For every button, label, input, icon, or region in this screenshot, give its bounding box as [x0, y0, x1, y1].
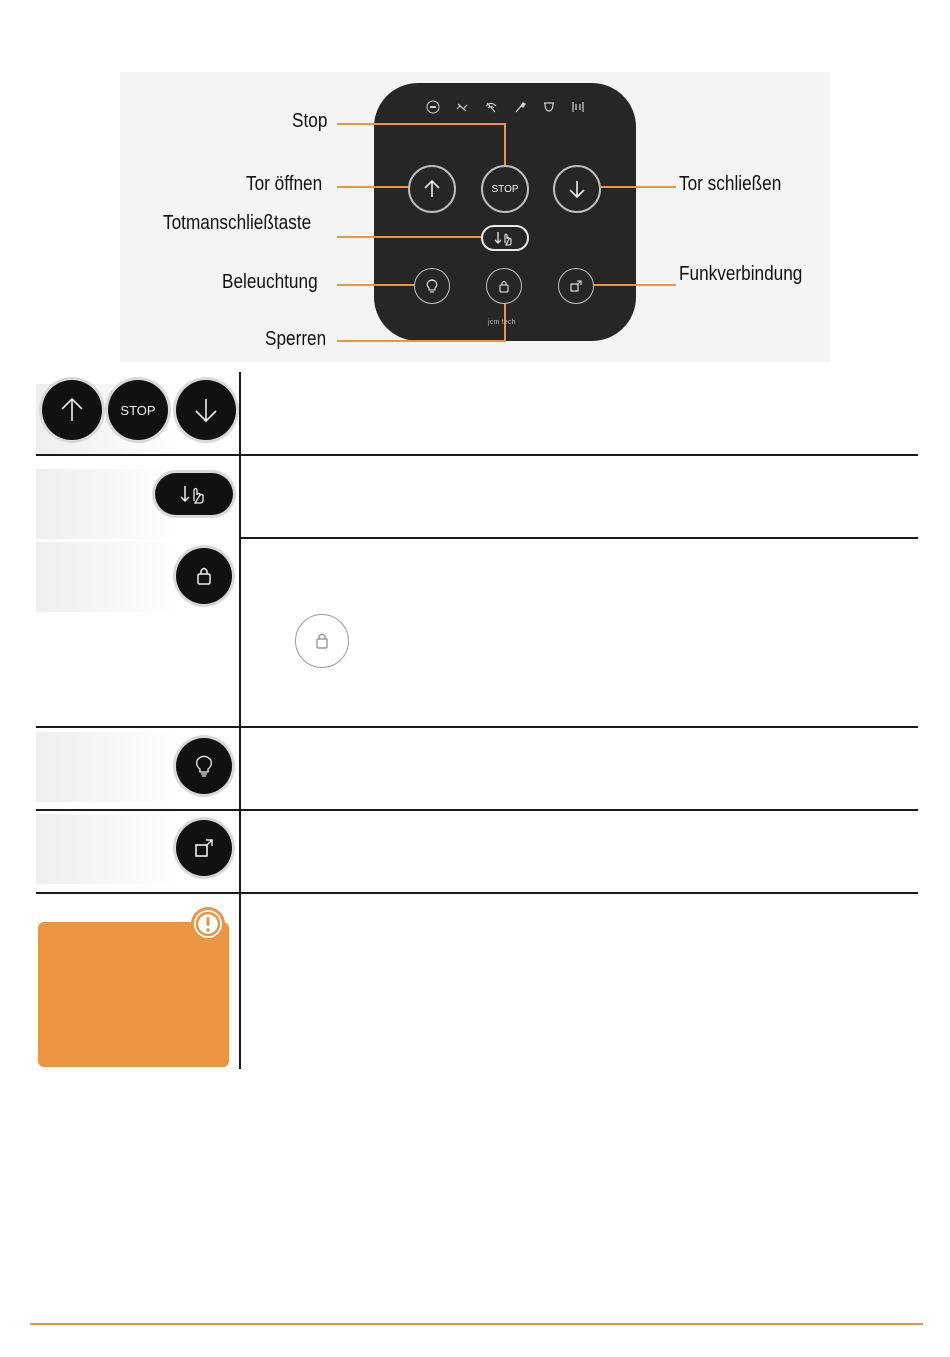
row-divider — [36, 892, 918, 894]
light-bulb-icon — [194, 754, 214, 778]
up-arrow-icon — [58, 396, 86, 424]
callout-light: Beleuchtung — [222, 271, 318, 293]
table-row-light-button — [176, 738, 232, 794]
table-row-stop-button — [108, 380, 168, 440]
lock-icon — [195, 566, 213, 586]
warning-box — [38, 922, 229, 1067]
lock-outline-icon — [314, 632, 330, 650]
footer-rule — [30, 1323, 923, 1325]
table-row-radio-button — [176, 820, 232, 876]
table-row-deadman-button — [155, 473, 233, 515]
callout-radio: Funkverbindung — [679, 263, 803, 285]
radio-link-icon — [193, 837, 215, 859]
stop-label: STOP — [491, 183, 519, 195]
warning-icon — [191, 907, 225, 941]
callout-lock: Sperren — [265, 328, 327, 350]
deadman-press-icon — [180, 484, 208, 504]
callout-close: Tor schließen — [679, 173, 782, 195]
row-divider — [36, 454, 918, 456]
stop-label: STOP — [120, 402, 156, 418]
exclamation-icon — [195, 911, 221, 937]
brand-logo: jcm tech — [488, 319, 516, 326]
table-column-divider — [239, 372, 241, 1069]
callout-deadman: Totmanschließtaste — [163, 212, 312, 234]
row-divider — [36, 726, 918, 728]
callout-leader-lines — [0, 0, 950, 400]
callout-open: Tor öffnen — [246, 173, 323, 195]
callout-stop: Stop — [292, 110, 328, 132]
down-arrow-icon — [192, 396, 220, 424]
table-row-close-button — [176, 380, 236, 440]
table-row-open-button — [42, 380, 102, 440]
row-divider — [36, 809, 918, 811]
table-row-lock-button — [176, 548, 232, 604]
lock-outline-button — [295, 614, 349, 668]
